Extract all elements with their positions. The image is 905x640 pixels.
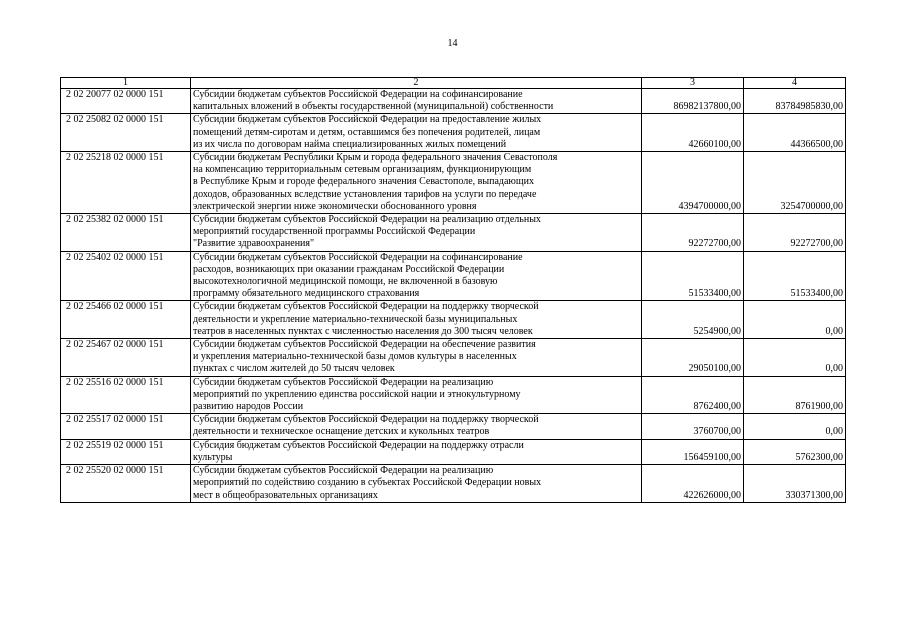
amount-col4-cell: 5762300,00 [744,439,846,464]
budget-code-cell: 2 02 25467 02 0000 151 [61,339,191,377]
budget-code-cell: 2 02 25520 02 0000 151 [61,465,191,503]
budget-code-cell: 2 02 25519 02 0000 151 [61,439,191,464]
budget-code-cell: 2 02 25382 02 0000 151 [61,214,191,252]
description-line: Субсидии бюджетам субъектов Российской Федерации на софинансирование [193,251,523,263]
amount-col3-cell: 42660100,00 [642,114,744,152]
description-line: Субсидии бюджетам субъектов Российской Федерации на обеспечение развития [193,339,536,351]
description-line: Субсидии бюджетам субъектов Российской Федерации на софинансирование [193,89,523,100]
amount-col4-cell: 83784985830,00 [744,89,846,114]
description-line: доходов, образованных вследствие установления тарифов на услуги по передаче [193,188,537,200]
description-line: мероприятий по содействию созданию в субъектах Российской Федерации новых [193,477,542,489]
column-header-1: 1 [61,78,191,89]
amount-col4-cell: 0,00 [744,301,846,339]
description-line: расходов, возникающих при оказании гражданам Российской Федерации [193,263,505,275]
description-line: мест в общеобразовательных организациях [193,489,378,501]
table-row [61,152,846,214]
amount-col3-cell: 156459100,00 [642,439,744,464]
description-line: развитию народов России [193,401,304,413]
description-line: деятельности и укрепление материально-технической базы муниципальных [193,313,518,325]
description-line: деятельности и техническое оснащение детских и кукольных театров [193,426,490,438]
description-cell [191,439,642,464]
column-header-2: 2 [191,78,642,89]
description-line: Субсидии бюджетам субъектов Российской Федерации на реализацию [193,376,494,388]
amount-col4-cell: 0,00 [744,414,846,439]
amount-col3-cell: 86982137800,00 [642,89,744,114]
budget-code-cell: 2 02 25517 02 0000 151 [61,414,191,439]
budget-code-cell: 2 02 20077 02 0000 151 [61,89,191,114]
description-line: программу обязательного медицинского страхования [193,288,420,300]
description-cell [191,114,642,152]
amount-col3-cell: 422626000,00 [642,465,744,503]
amount-col3-cell: 4394700000,00 [642,152,744,214]
table-row [61,376,846,414]
table-row [61,214,846,252]
description-line: мероприятий по укреплению единства российской нации и этнокультурному [193,388,521,400]
amount-col4-cell: 330371300,00 [744,465,846,503]
description-line: капитальных вложений в объекты государственной (муниципальной) собственности [193,101,554,113]
table-row [61,301,846,339]
amount-col4-cell: 8761900,00 [744,376,846,414]
column-header-4: 4 [744,78,846,89]
description-cell [191,465,642,503]
description-line: "Развитие здравоохранения" [193,238,315,250]
description-line: Субсидии бюджетам субъектов Российской Федерации на реализацию [193,465,494,477]
description-line: Субсидия бюджетам субъектов Российской Федерации на поддержку отрасли [193,439,524,451]
description-cell [191,251,642,301]
description-line: на компенсацию территориальным сетевым организациям, функционирующим [193,164,532,176]
description-line: в Республике Крым и городе федерального значения Севастополе, выпадающих [193,176,534,188]
description-line: Субсидии бюджетам субъектов Российской Федерации на предоставление жилых [193,114,542,126]
budget-table [60,77,846,503]
description-cell [191,376,642,414]
description-line: Субсидии бюджетам Республики Крым и города федерального значения Севастополя [193,152,558,164]
description-cell [191,414,642,439]
page-number: 14 [447,38,458,49]
description-line: пунктах с числом жителей до 50 тысяч человек [193,363,395,375]
budget-code-cell: 2 02 25466 02 0000 151 [61,301,191,339]
table-row [61,251,846,301]
description-cell [191,89,642,114]
amount-col3-cell: 5254900,00 [642,301,744,339]
table-row [61,439,846,464]
description-line: театров в населенных пунктах с численностью населения до 300 тысяч человек [193,325,533,337]
description-line: высокотехнологичной медицинской помощи, не включенной в базовую [193,276,498,288]
description-line: Субсидии бюджетам субъектов Российской Федерации на поддержку творческой [193,414,539,426]
amount-col3-cell: 92272700,00 [642,214,744,252]
amount-col4-cell: 92272700,00 [744,214,846,252]
amount-col3-cell: 51533400,00 [642,251,744,301]
description-line: помещений детям-сиротам и детям, оставшимся без попечения родителей, лицам [193,126,541,138]
amount-col4-cell: 44366500,00 [744,114,846,152]
description-line: культуры [193,451,233,463]
amount-col3-cell: 8762400,00 [642,376,744,414]
description-line: и укрепления материально-технической базы домов культуры в населенных [193,351,517,363]
budget-code-cell: 2 02 25218 02 0000 151 [61,152,191,214]
description-cell [191,152,642,214]
budget-code-cell: 2 02 25402 02 0000 151 [61,251,191,301]
amount-col3-cell: 3760700,00 [642,414,744,439]
amount-col3-cell: 29050100,00 [642,339,744,377]
description-cell [191,339,642,377]
description-cell [191,214,642,252]
table-row [61,465,846,503]
amount-col4-cell: 0,00 [744,339,846,377]
budget-code-cell: 2 02 25516 02 0000 151 [61,376,191,414]
description-cell [191,301,642,339]
description-line: мероприятий государственной программы Российской Федерации [193,226,476,238]
budget-code-cell: 2 02 25082 02 0000 151 [61,114,191,152]
description-line: Субсидии бюджетам субъектов Российской Федерации на реализацию отдельных [193,214,541,226]
amount-col4-cell: 3254700000,00 [744,152,846,214]
table-row [61,339,846,377]
description-line: Субсидии бюджетам субъектов Российской Федерации на поддержку творческой [193,301,539,313]
table-header-row [61,78,846,89]
table-row [61,114,846,152]
table-row [61,89,846,114]
amount-col4-cell: 51533400,00 [744,251,846,301]
column-header-3: 3 [642,78,744,89]
table-row [61,414,846,439]
description-line: электрической энергии ниже экономически обоснованного уровня [193,200,477,212]
description-line: из их числа по договорам найма специализированных жилых помещений [193,138,507,150]
